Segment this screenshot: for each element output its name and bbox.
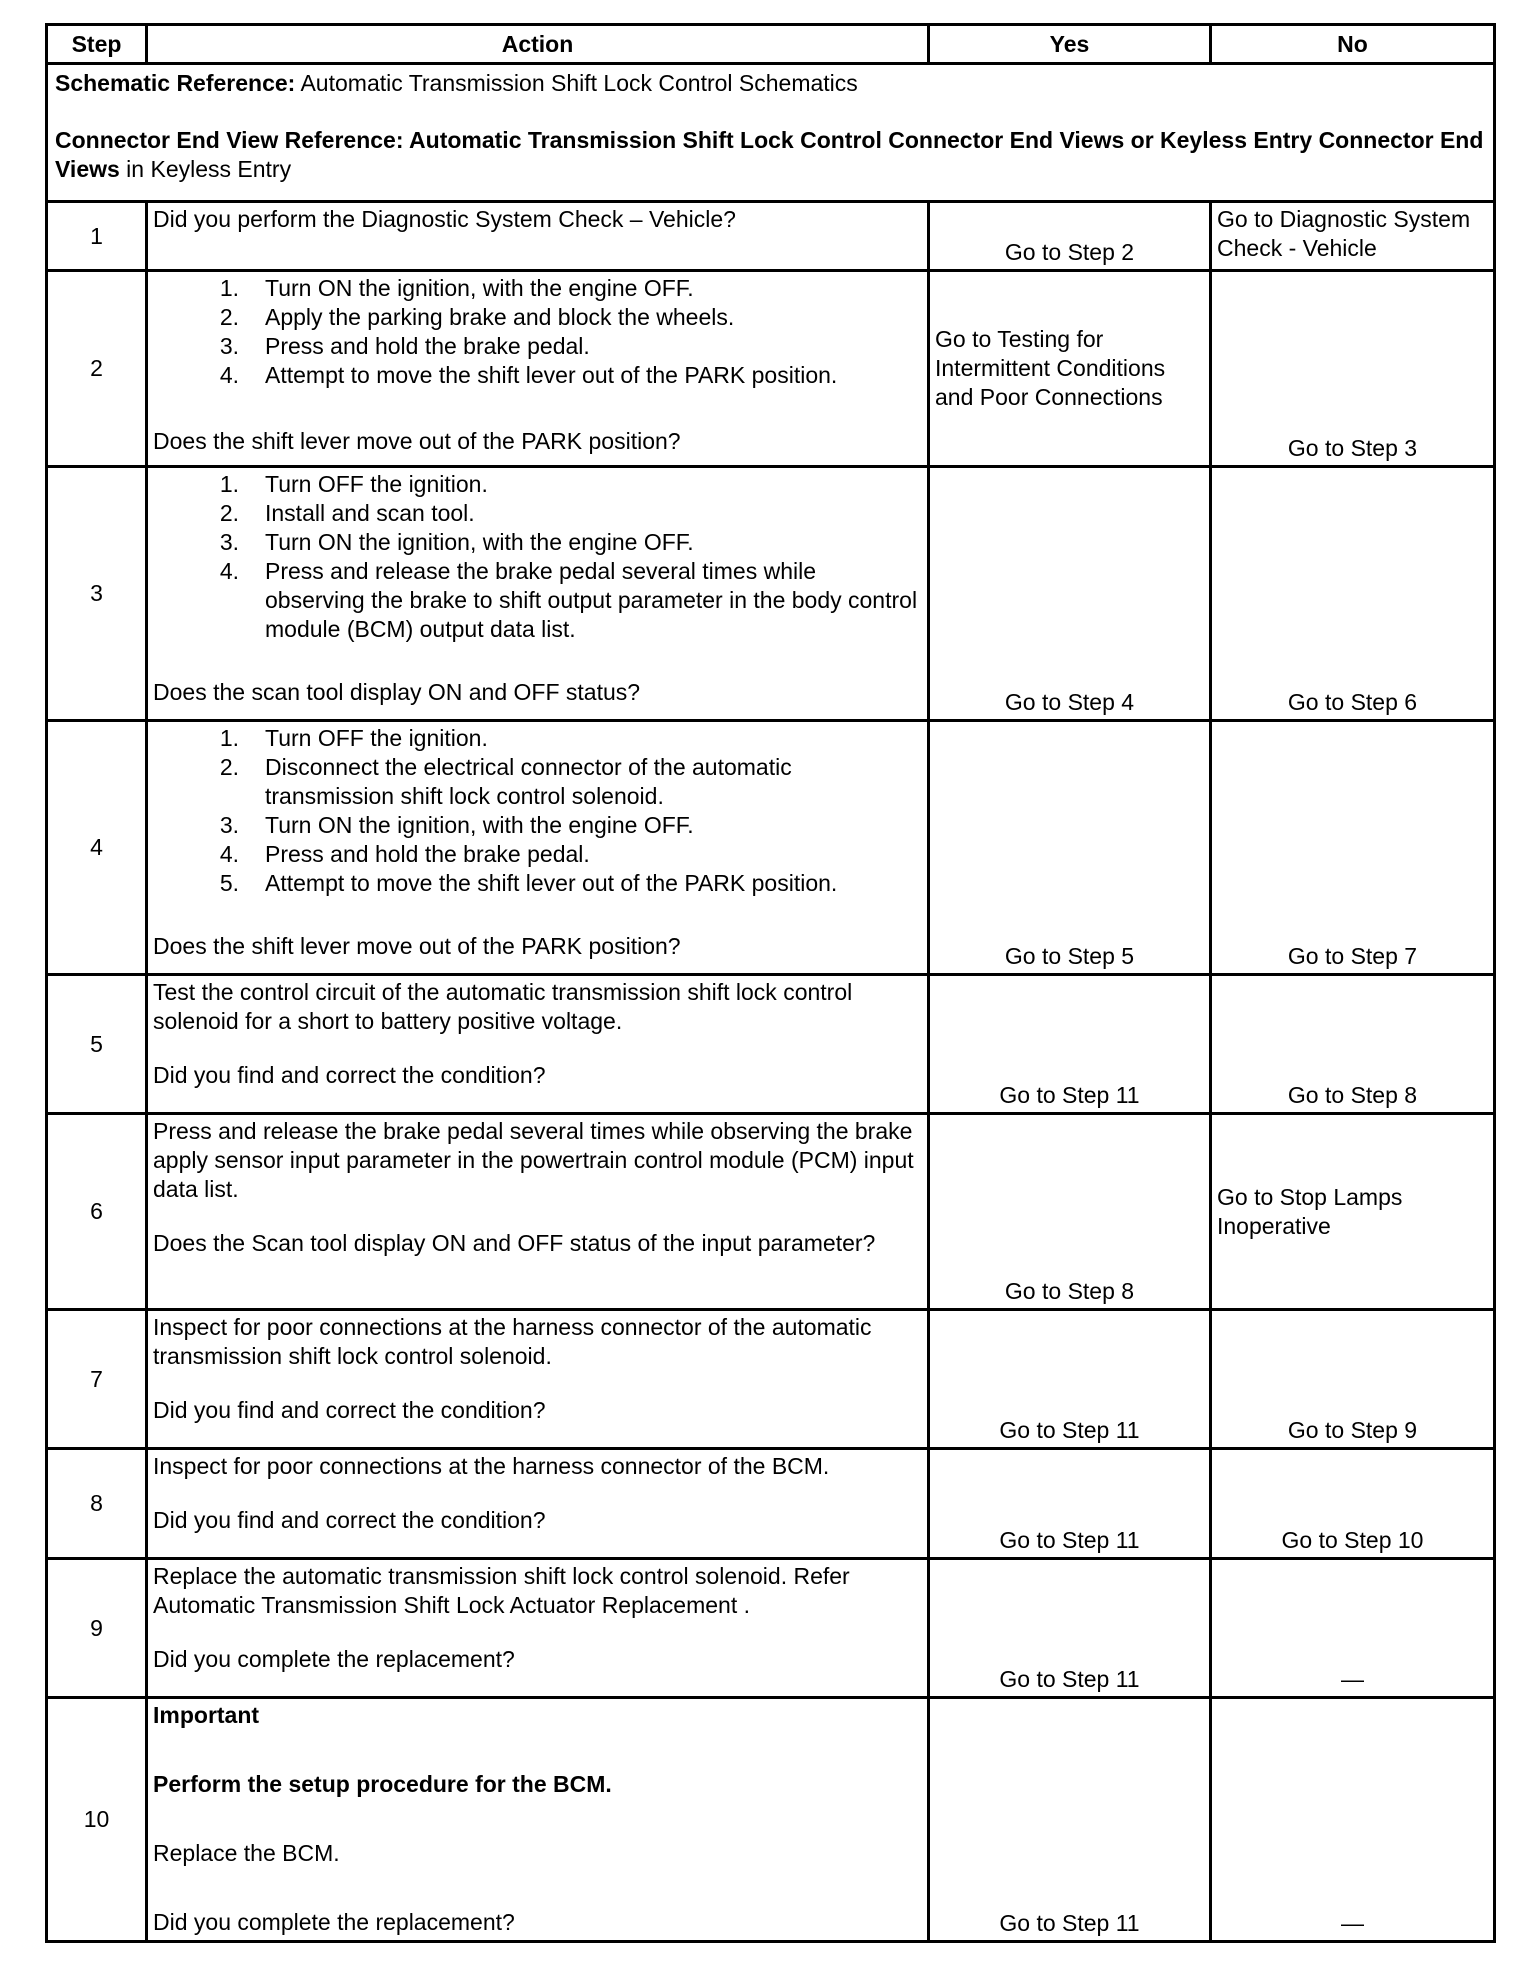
table-row — [47, 467, 1495, 721]
no-cell: — — [1211, 1559, 1495, 1698]
table-row — [47, 721, 1495, 975]
step-number: 9 — [47, 1559, 147, 1698]
reference-cell — [47, 64, 1495, 202]
question-text: Did you find and correct the condition? — [153, 1507, 546, 1533]
table-row — [47, 975, 1495, 1114]
list-item: 5. Attempt to move the shift lever out of the PARK position. — [219, 870, 838, 896]
list-item: 1. Turn OFF the ignition. — [219, 471, 488, 497]
action-text: Replace the automatic transmission shift lock control solenoid. Refer Automatic Transmission Shift Lock Actuator Replacement . — [153, 1563, 850, 1618]
action-cell: Did you perform the Diagnostic System Check – Vehicle? — [147, 202, 929, 271]
no-cell: Go to Stop Lamps Inoperative — [1211, 1114, 1495, 1310]
action-cell — [147, 1698, 929, 1942]
no-cell: Go to Step 10 — [1211, 1449, 1495, 1559]
question-text: Does the scan tool display ON and OFF status? — [153, 679, 641, 705]
action-cell — [147, 1310, 929, 1449]
action-text: Inspect for poor connections at the harness connector of the BCM. — [153, 1453, 830, 1479]
table-row — [47, 202, 1495, 271]
question-text: Did you complete the replacement? — [153, 1646, 515, 1672]
list-item: 3. Turn ON the ignition, with the engine OFF. — [219, 529, 694, 555]
instruction-list — [153, 470, 922, 644]
table-row — [47, 1449, 1495, 1559]
no-cell: Go to Step 6 — [1211, 467, 1495, 721]
step-number: 3 — [47, 467, 147, 721]
action-cell — [147, 721, 929, 975]
question-text: Does the shift lever move out of the PARK position? — [153, 933, 681, 959]
step-number: 10 — [47, 1698, 147, 1942]
question-text: Did you find and correct the condition? — [153, 1062, 546, 1088]
no-cell: Go to Step 3 — [1211, 271, 1495, 467]
instruction-list — [153, 274, 922, 390]
yes-cell: Go to Step 11 — [929, 1559, 1211, 1698]
important-label: Important — [153, 1702, 260, 1728]
diagnostic-table — [45, 23, 1496, 1943]
list-item: 3. Press and hold the brake pedal. — [219, 333, 590, 359]
step-number: 4 — [47, 721, 147, 975]
no-cell: Go to Step 7 — [1211, 721, 1495, 975]
no-cell: Go to Diagnostic System Check - Vehicle — [1211, 202, 1495, 271]
question-text: Does the shift lever move out of the PARK position? — [153, 428, 681, 454]
action-cell — [147, 1559, 929, 1698]
yes-cell: Go to Step 11 — [929, 975, 1211, 1114]
header-action: Action — [147, 25, 929, 64]
question-text: Did you find and correct the condition? — [153, 1397, 546, 1423]
list-item: 2. Apply the parking brake and block the wheels. — [219, 304, 735, 330]
yes-cell: Go to Step 11 — [929, 1449, 1211, 1559]
list-item: 2. Disconnect the electrical connector of the automatic transmission shift lock control solenoid. — [219, 754, 792, 809]
schematic-reference: Schematic Reference: Automatic Transmission Shift Lock Control Schematics — [55, 70, 858, 96]
action-cell — [147, 271, 929, 467]
list-item: 4. Press and hold the brake pedal. — [219, 841, 590, 867]
step-number: 5 — [47, 975, 147, 1114]
list-item: 1. Turn ON the ignition, with the engine OFF. — [219, 275, 694, 301]
action-cell — [147, 1114, 929, 1310]
step-number: 8 — [47, 1449, 147, 1559]
yes-cell: Go to Step 2 — [929, 202, 1211, 271]
header-row — [47, 25, 1495, 64]
list-item: 2. Install and scan tool. — [219, 500, 475, 526]
action-text: Inspect for poor connections at the harness connector of the automatic transmission shift lock control solenoid. — [153, 1314, 872, 1369]
action-cell — [147, 1449, 929, 1559]
step-number: 2 — [47, 271, 147, 467]
question-text: Does the Scan tool display ON and OFF status of the input parameter? — [153, 1230, 876, 1256]
yes-cell: Go to Step 5 — [929, 721, 1211, 975]
list-item: 4. Press and release the brake pedal several times while observing the brake to shift output parameter in the body control module (BCM) output data list. — [219, 558, 918, 642]
no-cell: Go to Step 9 — [1211, 1310, 1495, 1449]
action-text: Replace the BCM. — [153, 1840, 340, 1866]
list-item: 1. Turn OFF the ignition. — [219, 725, 488, 751]
table-row — [47, 1310, 1495, 1449]
connector-reference: Connector End View Reference: Automatic Transmission Shift Lock Control Connector End Views or Keyless Entry Connector End Views in Keyless Entry — [55, 127, 1484, 182]
header-step: Step — [47, 25, 147, 64]
instruction-list — [153, 724, 922, 898]
table-row — [47, 1698, 1495, 1942]
no-cell: — — [1211, 1698, 1495, 1942]
step-number: 7 — [47, 1310, 147, 1449]
action-text: Test the control circuit of the automatic transmission shift lock control solenoid for a short to battery positive voltage. — [153, 979, 853, 1034]
yes-cell: Go to Step 11 — [929, 1698, 1211, 1942]
step-number: 1 — [47, 202, 147, 271]
yes-cell: Go to Step 11 — [929, 1310, 1211, 1449]
yes-cell: Go to Step 8 — [929, 1114, 1211, 1310]
header-yes: Yes — [929, 25, 1211, 64]
reference-row — [47, 64, 1495, 202]
question-text: Did you complete the replacement? — [153, 1909, 515, 1935]
step-number: 6 — [47, 1114, 147, 1310]
table-row — [47, 271, 1495, 467]
important-text: Perform the setup procedure for the BCM. — [153, 1771, 612, 1797]
table-row — [47, 1114, 1495, 1310]
action-cell — [147, 975, 929, 1114]
action-text: Press and release the brake pedal several times while observing the brake apply sensor input parameter in the powertrain control module (PCM) input data list. — [153, 1118, 914, 1202]
header-no: No — [1211, 25, 1495, 64]
no-cell: Go to Step 8 — [1211, 975, 1495, 1114]
list-item: 4. Attempt to move the shift lever out of the PARK position. — [219, 362, 838, 388]
list-item: 3. Turn ON the ignition, with the engine OFF. — [219, 812, 694, 838]
table-row — [47, 1559, 1495, 1698]
yes-cell: Go to Step 4 — [929, 467, 1211, 721]
action-cell — [147, 467, 929, 721]
yes-cell: Go to Testing for Intermittent Conditions and Poor Connections — [929, 271, 1211, 467]
